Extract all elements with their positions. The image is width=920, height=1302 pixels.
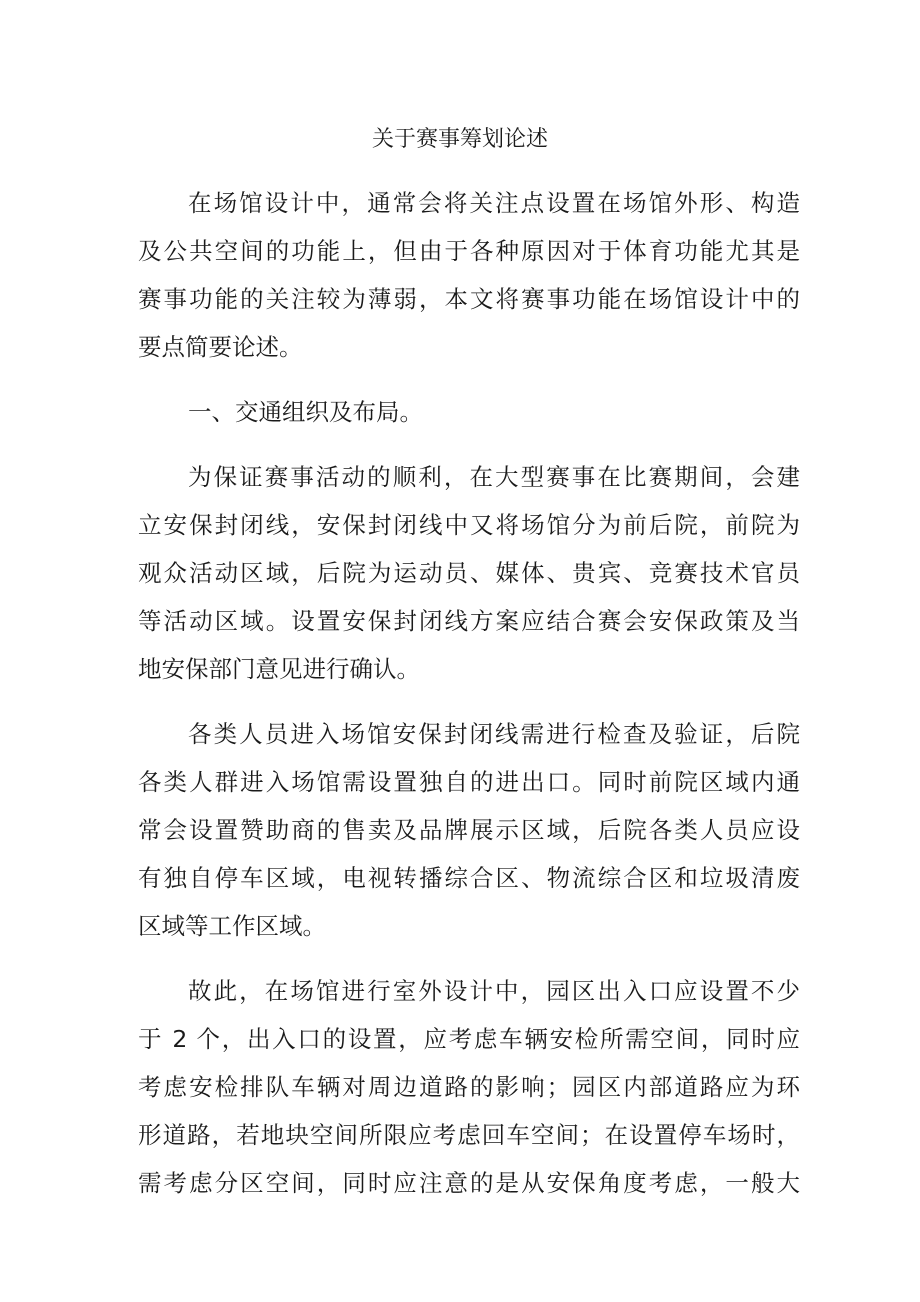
text-line: 常会设置赞助商的售卖及品牌展示区域，后院各类人员应设 bbox=[138, 816, 800, 844]
text-line: 在场馆设计中，通常会将关注点设置在场馆外形、构造 bbox=[188, 189, 800, 217]
text-line: 需考虑分区空间，同时应注意的是从安保角度考虑，一般大 bbox=[138, 1169, 800, 1197]
text-line: 观众活动区域，后院为运动员、媒体、贵宾、竞赛技术官员 bbox=[138, 559, 800, 587]
text-line: 考虑安检排队车辆对周边道路的影响；园区内部道路应为环 bbox=[138, 1073, 800, 1101]
text-line: 区域等工作区域。 bbox=[138, 912, 326, 940]
text-line: 各类人员进入场馆安保封闭线需进行检查及验证，后院 bbox=[188, 720, 800, 748]
text-line: 等活动区域。设置安保封闭线方案应结合赛会安保政策及当 bbox=[138, 607, 800, 635]
document-title: 关于赛事筹划论述 bbox=[371, 127, 548, 152]
text-line: 立安保封闭线，安保封闭线中又将场馆分为前后院，前院为 bbox=[138, 511, 800, 539]
text-line: 及公共空间的功能上，但由于各种原因对于体育功能尤其是 bbox=[138, 237, 800, 265]
text-line: 形道路，若地块空间所限应考虑回车空间；在设置停车场时， bbox=[138, 1121, 800, 1149]
text-line: 有独自停车区域，电视转播综合区、物流综合区和垃圾清废 bbox=[138, 864, 800, 892]
text-line: 故此，在场馆进行室外设计中，园区出入口应设置不少 bbox=[188, 977, 800, 1005]
text-line: 要点简要论述。 bbox=[138, 333, 303, 361]
text-line: 各类人群进入场馆需设置独自的进出口。同时前院区域内通 bbox=[138, 768, 800, 796]
text-line: 赛事功能的关注较为薄弱，本文将赛事功能在场馆设计中的 bbox=[138, 285, 800, 313]
text-line: 于 2 个，出入口的设置，应考虑车辆安检所需空间，同时应 bbox=[138, 1025, 800, 1053]
text-line: 为保证赛事活动的顺利，在大型赛事在比赛期间，会建 bbox=[188, 463, 800, 491]
heading-line: 一、交通组织及布局。 bbox=[188, 398, 423, 426]
text-line: 地安保部门意见进行确认。 bbox=[138, 655, 420, 683]
